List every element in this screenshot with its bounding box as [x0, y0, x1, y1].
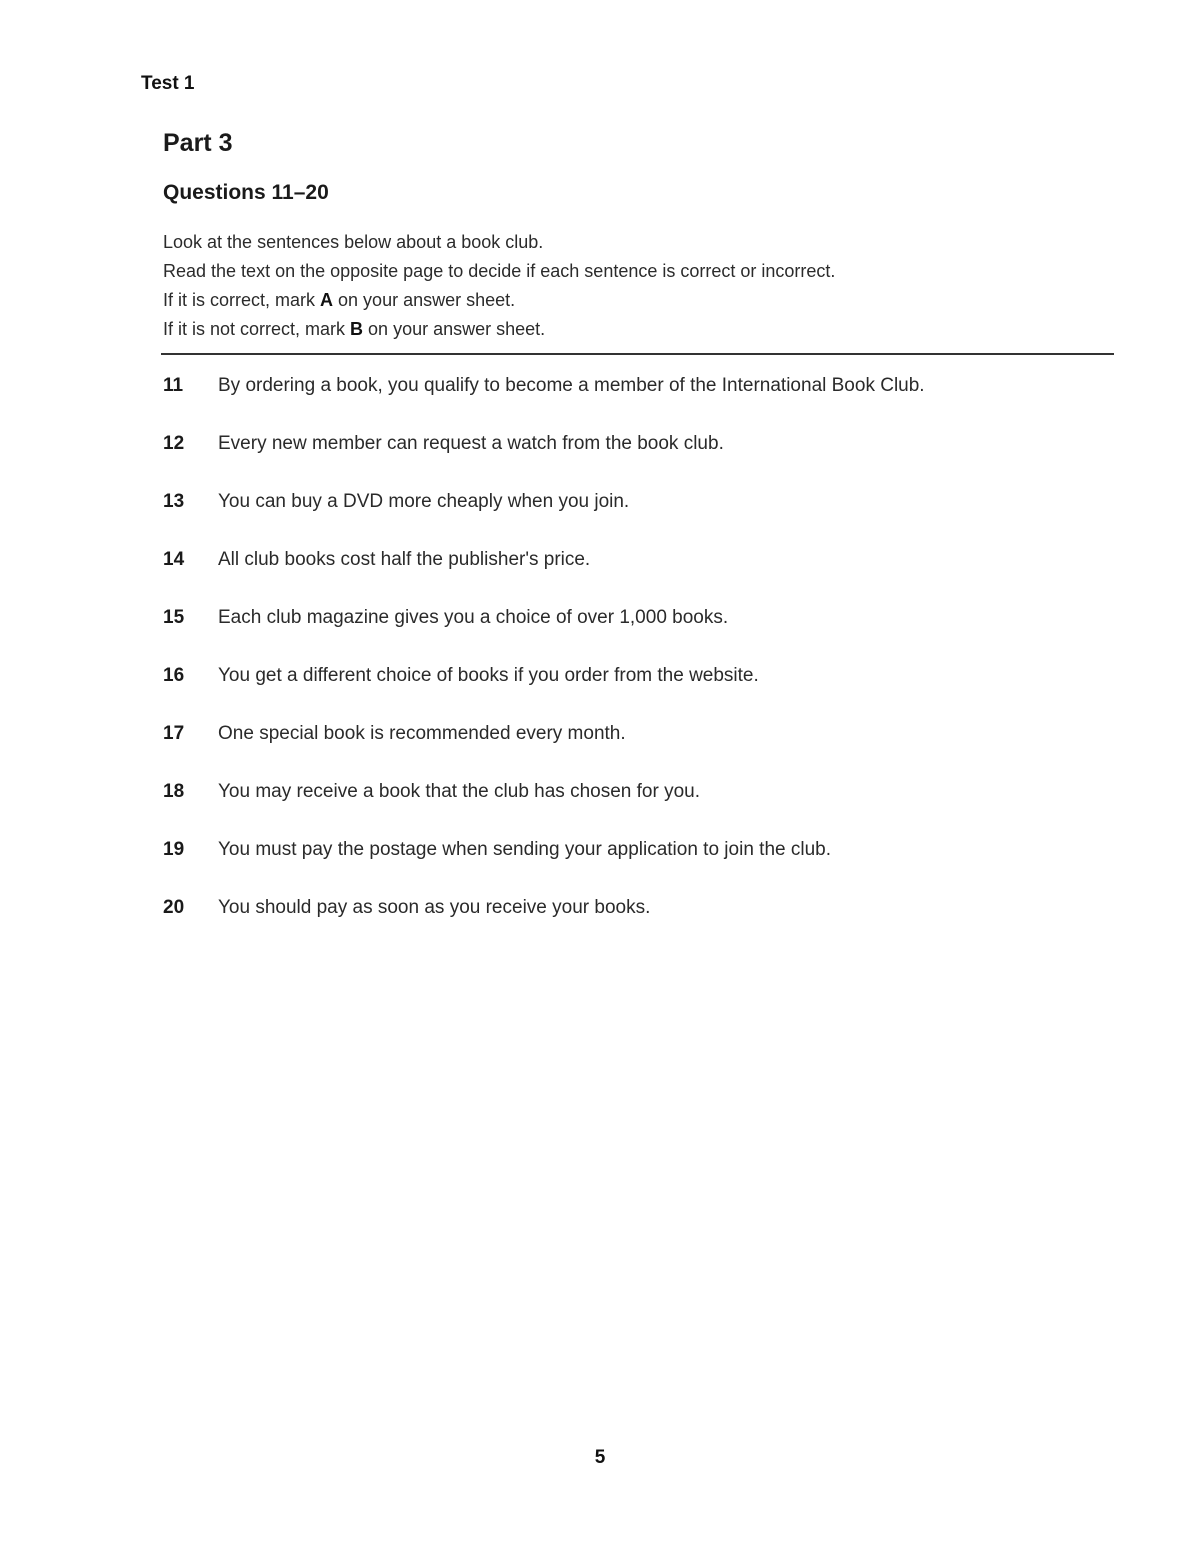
part-heading: Part 3: [163, 129, 233, 157]
question-item: [163, 777, 1113, 835]
instruction-text: on your answer sheet.: [333, 290, 516, 310]
instruction-text: If it is correct, mark: [163, 290, 321, 310]
page-number: 5: [594, 1447, 606, 1468]
instruction-line: [163, 286, 1113, 315]
question-text: All club books cost half the publisher's price.: [218, 549, 591, 570]
question-text: You may receive a book that the club has chosen for you.: [218, 781, 700, 802]
question-text: You must pay the postage when sending your application to join the club.: [218, 839, 831, 860]
question-item: [163, 545, 1113, 603]
question-text: You can buy a DVD more cheaply when you join.: [218, 491, 630, 512]
question-number: 13: [163, 491, 185, 512]
question-text: One special book is recommended every month.: [218, 723, 626, 744]
question-item: [163, 429, 1113, 487]
question-number: 17: [163, 723, 185, 744]
question-item: [163, 719, 1113, 777]
question-item: [163, 893, 1113, 951]
question-text: Every new member can request a watch from the book club.: [218, 433, 724, 454]
instruction-line: [163, 315, 1113, 344]
question-text: By ordering a book, you qualify to become a member of the International Book Club.: [218, 375, 925, 396]
question-number: 11: [163, 375, 184, 396]
instruction-line: Read the text on the opposite page to decide if each sentence is correct or incorrect.: [163, 261, 836, 281]
answer-letter-b: B: [350, 319, 364, 339]
question-item: [163, 603, 1113, 661]
instruction-text: If it is not correct, mark: [163, 319, 351, 339]
question-item: [163, 371, 1113, 429]
answer-letter-a: A: [320, 290, 334, 310]
question-number: 18: [163, 781, 185, 802]
question-number: 19: [163, 839, 185, 860]
divider-rule: [161, 353, 1114, 355]
question-item: [163, 661, 1113, 719]
question-number: 14: [163, 549, 185, 570]
questions-heading: Questions 11–20: [163, 181, 329, 204]
question-number: 16: [163, 665, 185, 686]
question-item: [163, 487, 1113, 545]
instruction-line: Look at the sentences below about a book club.: [163, 232, 544, 252]
question-text: You get a different choice of books if you order from the website.: [218, 665, 759, 686]
question-number: 12: [163, 433, 185, 454]
instruction-text: on your answer sheet.: [363, 319, 546, 339]
question-text: You should pay as soon as you receive your books.: [218, 897, 651, 918]
instructions: [163, 228, 1113, 344]
question-list: [163, 371, 1113, 951]
question-text: Each club magazine gives you a choice of over 1,000 books.: [218, 607, 729, 628]
question-item: [163, 835, 1113, 893]
question-number: 15: [163, 607, 185, 628]
test-label: Test 1: [141, 73, 195, 94]
question-number: 20: [163, 897, 185, 918]
